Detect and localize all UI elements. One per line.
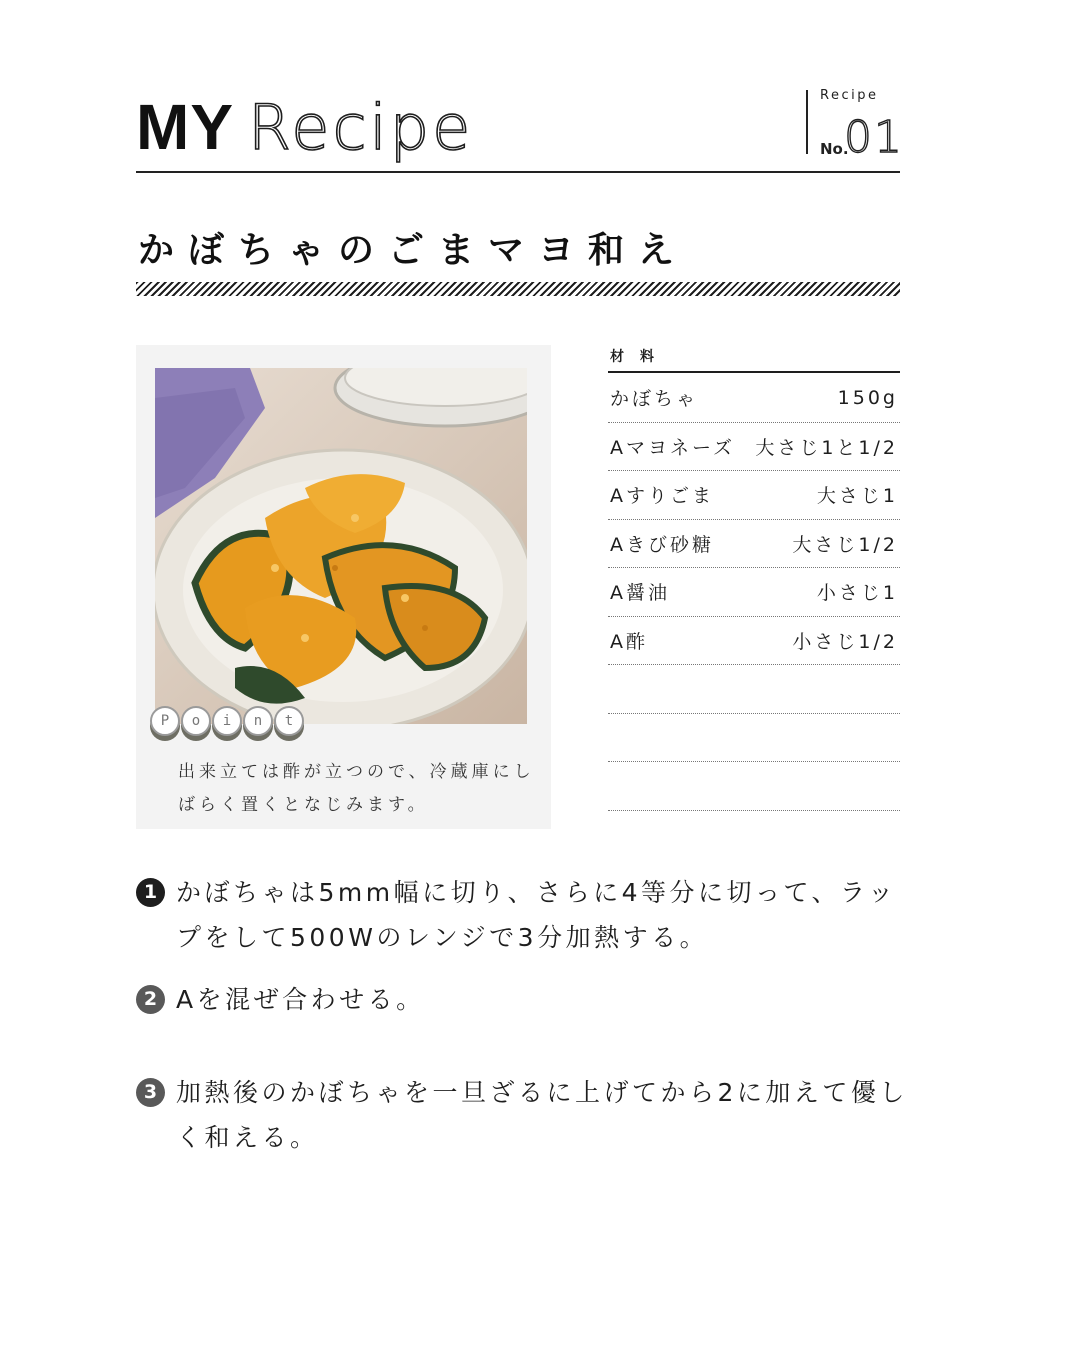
- ingredient-name: Aマヨネーズ: [610, 436, 736, 459]
- ingredient-row-empty: [608, 665, 900, 714]
- recipe-number-label: No.: [820, 140, 849, 158]
- ingredient-amount: 大さじ1と1/2: [755, 436, 898, 459]
- recipe-number: 01: [844, 112, 904, 163]
- ingredient-row: [608, 471, 900, 520]
- ingredient-name: かぼちゃ: [610, 388, 699, 411]
- recipe-title: かぼちゃのごまマヨ和え: [138, 230, 689, 271]
- ingredients-list: [608, 374, 900, 811]
- ingredient-row: [608, 568, 900, 617]
- step-1: [136, 870, 916, 960]
- point-badge-letter: n: [243, 706, 273, 736]
- ingredient-amount: 大さじ1/2: [792, 533, 898, 556]
- ingredient-name: Aきび砂糖: [610, 533, 714, 556]
- ingredients-heading: 材料: [610, 349, 670, 365]
- title-stripe-divider: [136, 282, 900, 296]
- ingredient-name: A酢: [610, 630, 648, 653]
- ingredient-amount: 大さじ1: [816, 485, 898, 508]
- ingredient-amount: 小さじ1: [816, 582, 898, 605]
- brand-my: MY: [136, 91, 234, 163]
- ingredients-rule: [608, 371, 900, 373]
- ingredient-row-empty: [608, 714, 900, 763]
- step-number-badge: 2: [136, 985, 165, 1014]
- step-number-badge: 3: [136, 1078, 165, 1107]
- ingredient-name: A醤油: [610, 582, 670, 605]
- dish-photo: [155, 368, 527, 724]
- step-number-badge: 1: [136, 878, 165, 907]
- recipe-tag: Recipe: [820, 88, 879, 103]
- ingredient-row: [608, 374, 900, 423]
- step-text: 加熱後のかぼちゃを一旦ざるに上げてから2に加えて優しく和える。: [176, 1078, 908, 1152]
- dish-illustration: [155, 368, 527, 724]
- ingredient-row: [608, 520, 900, 569]
- step-3: [136, 1070, 916, 1160]
- ingredient-amount: 小さじ1/2: [792, 630, 898, 653]
- step-text: かぼちゃは5mm幅に切り、さらに4等分に切って、ラップをして500Wのレンジで3分加熱する。: [176, 878, 897, 952]
- point-badge-letter: t: [274, 706, 304, 736]
- point-badge: [150, 706, 305, 746]
- ingredient-name: Aすりごま: [610, 485, 714, 508]
- brand-recipe: Recipe: [248, 91, 474, 164]
- step-text: Aを混ぜ合わせる。: [176, 985, 425, 1014]
- step-2: [136, 977, 916, 1022]
- point-note: 出来立ては酢が立つので、冷蔵庫にしばらく置くとなじみます。: [178, 762, 535, 815]
- header-divider: [806, 90, 808, 154]
- ingredient-row: [608, 617, 900, 666]
- brand-logo: [136, 92, 473, 162]
- header-rule: [136, 171, 900, 173]
- point-badge-letter: o: [181, 706, 211, 736]
- ingredient-row: [608, 423, 900, 472]
- point-badge-letter: P: [150, 706, 180, 736]
- ingredient-row-empty: [608, 762, 900, 811]
- ingredient-amount: 150g: [837, 386, 898, 409]
- point-badge-letter: i: [212, 706, 242, 736]
